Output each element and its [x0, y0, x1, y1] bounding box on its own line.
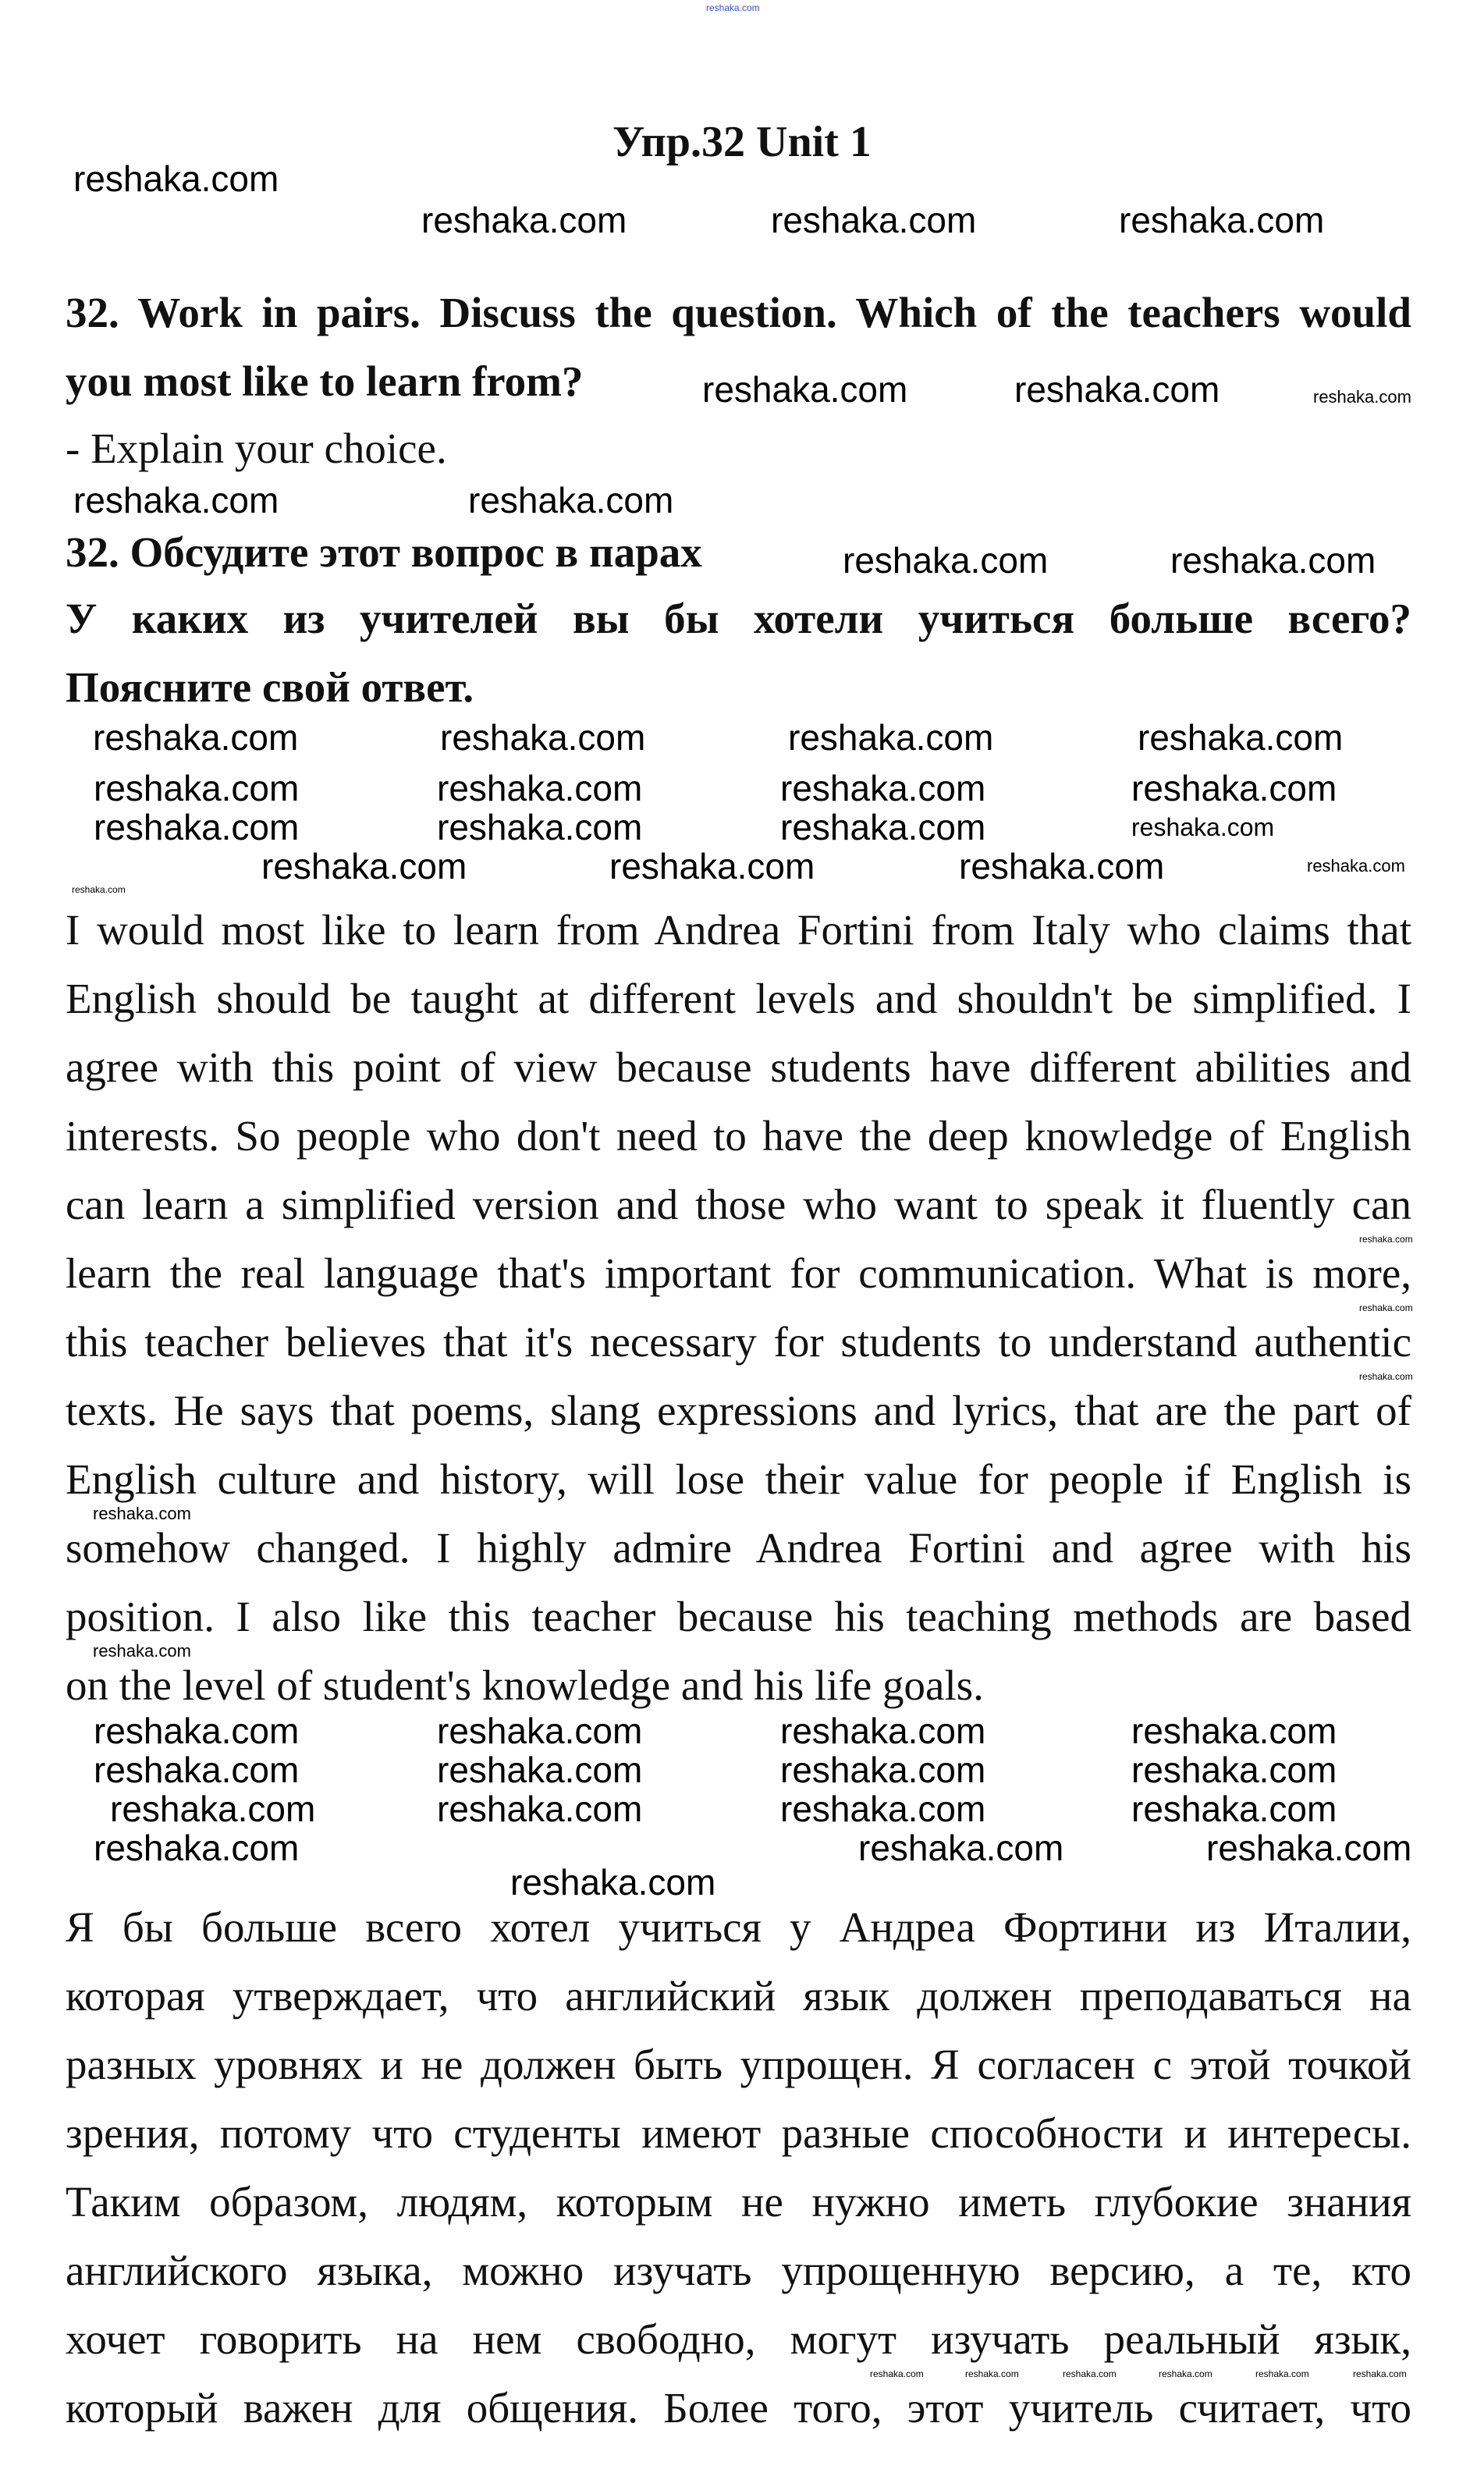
answer-line: зрения, потому что студенты имеют разные способности и интересы. — [66, 2109, 1411, 2157]
watermark: reshaka.com — [94, 1750, 300, 1790]
watermark: reshaka.com — [437, 1711, 643, 1751]
watermark: reshaka.com — [1359, 1302, 1413, 1313]
watermark: reshaka.com — [1359, 1234, 1413, 1245]
answer-line: can learn a simplified version and those who want to speak it fluently can — [66, 1181, 1411, 1228]
watermark: reshaka.com — [261, 846, 467, 886]
watermark: reshaka.com — [771, 200, 977, 240]
answer-line: learn the real language that's important for communication. What is more, — [66, 1249, 1411, 1297]
watermark: reshaka.com — [780, 768, 986, 808]
page-title: Упр.32 Unit 1 — [612, 118, 872, 166]
watermark: reshaka.com — [437, 807, 643, 847]
watermark: reshaka.com — [1131, 813, 1275, 841]
answer-line: position. I also like this teacher because his teaching methods are based — [66, 1593, 1411, 1640]
watermark: reshaka.com — [94, 1711, 300, 1751]
watermark: reshaka.com — [437, 1750, 643, 1790]
watermark: reshaka.com — [1170, 540, 1376, 581]
watermark: reshaka.com — [93, 1641, 191, 1661]
watermark: reshaka.com — [110, 1789, 316, 1829]
watermark: reshaka.com — [1138, 717, 1344, 758]
watermark: reshaka.com — [94, 1828, 300, 1868]
answer-line: English should be taught at different levels and shouldn't be simplified. I — [66, 975, 1411, 1022]
watermark: reshaka.com — [959, 846, 1165, 886]
watermark: reshaka.com — [1131, 1750, 1337, 1790]
watermark: reshaka.com — [780, 807, 986, 847]
answer-line: которая утверждает, что английский язык должен преподаваться на — [66, 1972, 1411, 2020]
watermark: reshaka.com — [965, 2368, 1019, 2379]
watermark: reshaka.com — [510, 1862, 716, 1903]
watermark: reshaka.com — [1255, 2368, 1309, 2379]
watermark: reshaka.com — [780, 1750, 986, 1790]
watermark: reshaka.com — [870, 2368, 924, 2379]
answer-line: английского языка, можно изучать упрощенную версию, а те, кто — [66, 2247, 1411, 2294]
answer-line: English culture and history, will lose their value for people if English is — [66, 1455, 1411, 1503]
answer-line: interests. So people who don't need to have the deep knowledge of English — [66, 1112, 1411, 1160]
watermark: reshaka.com — [780, 1711, 986, 1751]
watermark: reshaka.com — [1353, 2368, 1407, 2379]
task-ru-line: Поясните свой ответ. — [66, 663, 474, 711]
watermark: reshaka.com — [437, 1789, 643, 1829]
watermark: reshaka.com — [421, 200, 627, 240]
task-en-line: 32. Work in pairs. Discuss the question. Which of the teachers would — [66, 289, 1411, 336]
watermark: reshaka.com — [858, 1828, 1064, 1868]
watermark: reshaka.com — [1014, 369, 1220, 410]
watermark: reshaka.com — [93, 1504, 191, 1523]
watermark: reshaka.com — [73, 480, 279, 520]
task-ru-line: 32. Обсудите этот вопрос в парах — [66, 528, 702, 576]
watermark: reshaka.com — [843, 540, 1049, 581]
answer-line: Я бы больше всего хотел учиться у Андреа Фортини из Италии, — [66, 1903, 1411, 1951]
watermark: reshaka.com — [1307, 856, 1405, 876]
watermark: reshaka.com — [1313, 387, 1411, 407]
watermark: reshaka.com — [437, 768, 643, 808]
watermark: reshaka.com — [1131, 1711, 1337, 1751]
watermark: reshaka.com — [706, 2, 760, 13]
watermark: reshaka.com — [1119, 200, 1325, 240]
answer-line: хочет говорить на нем свободно, могут изучать реальный язык, — [66, 2315, 1411, 2363]
watermark: reshaka.com — [702, 369, 908, 410]
answer-line: somehow changed. I highly admire Andrea Fortini and agree with his — [66, 1524, 1411, 1572]
watermark: reshaka.com — [468, 480, 674, 520]
watermark: reshaka.com — [1206, 1828, 1412, 1868]
task-en-line: you most like to learn from? — [66, 357, 584, 405]
answer-line: Таким образом, людям, которым не нужно иметь глубокие знания — [66, 2178, 1411, 2226]
watermark: reshaka.com — [440, 717, 646, 758]
watermark: reshaka.com — [94, 768, 300, 808]
answer-line: this teacher believes that it's necessary for students to understand authentic — [66, 1318, 1411, 1366]
answer-line: on the level of student's knowledge and his life goals. — [66, 1661, 984, 1709]
answer-line: который важен для общения. Более того, этот учитель считает, что — [66, 2384, 1411, 2432]
answer-line: agree with this point of view because students have different abilities and — [66, 1043, 1411, 1091]
watermark: reshaka.com — [1063, 2368, 1117, 2379]
watermark: reshaka.com — [780, 1789, 986, 1829]
watermark: reshaka.com — [94, 807, 300, 847]
watermark: reshaka.com — [1359, 1371, 1413, 1382]
watermark: reshaka.com — [73, 158, 279, 199]
watermark: reshaka.com — [609, 846, 815, 886]
watermark: reshaka.com — [1159, 2368, 1212, 2379]
watermark: reshaka.com — [788, 717, 994, 758]
watermark: reshaka.com — [93, 717, 299, 758]
answer-line: I would most like to learn from Andrea Fortini from Italy who claims that — [66, 906, 1411, 954]
watermark: reshaka.com — [1131, 1789, 1337, 1829]
answer-line: разных уровнях и не должен быть упрощен. Я согласен с этой точкой — [66, 2041, 1411, 2088]
task-ru-line: У каких из учителей вы бы хотели учиться больше всего? — [66, 595, 1411, 642]
watermark: reshaka.com — [1131, 768, 1337, 808]
task-en-sub: - Explain your choice. — [66, 425, 447, 472]
watermark: reshaka.com — [72, 884, 126, 895]
answer-line: texts. He says that poems, slang expressions and lyrics, that are the part of — [66, 1387, 1411, 1434]
